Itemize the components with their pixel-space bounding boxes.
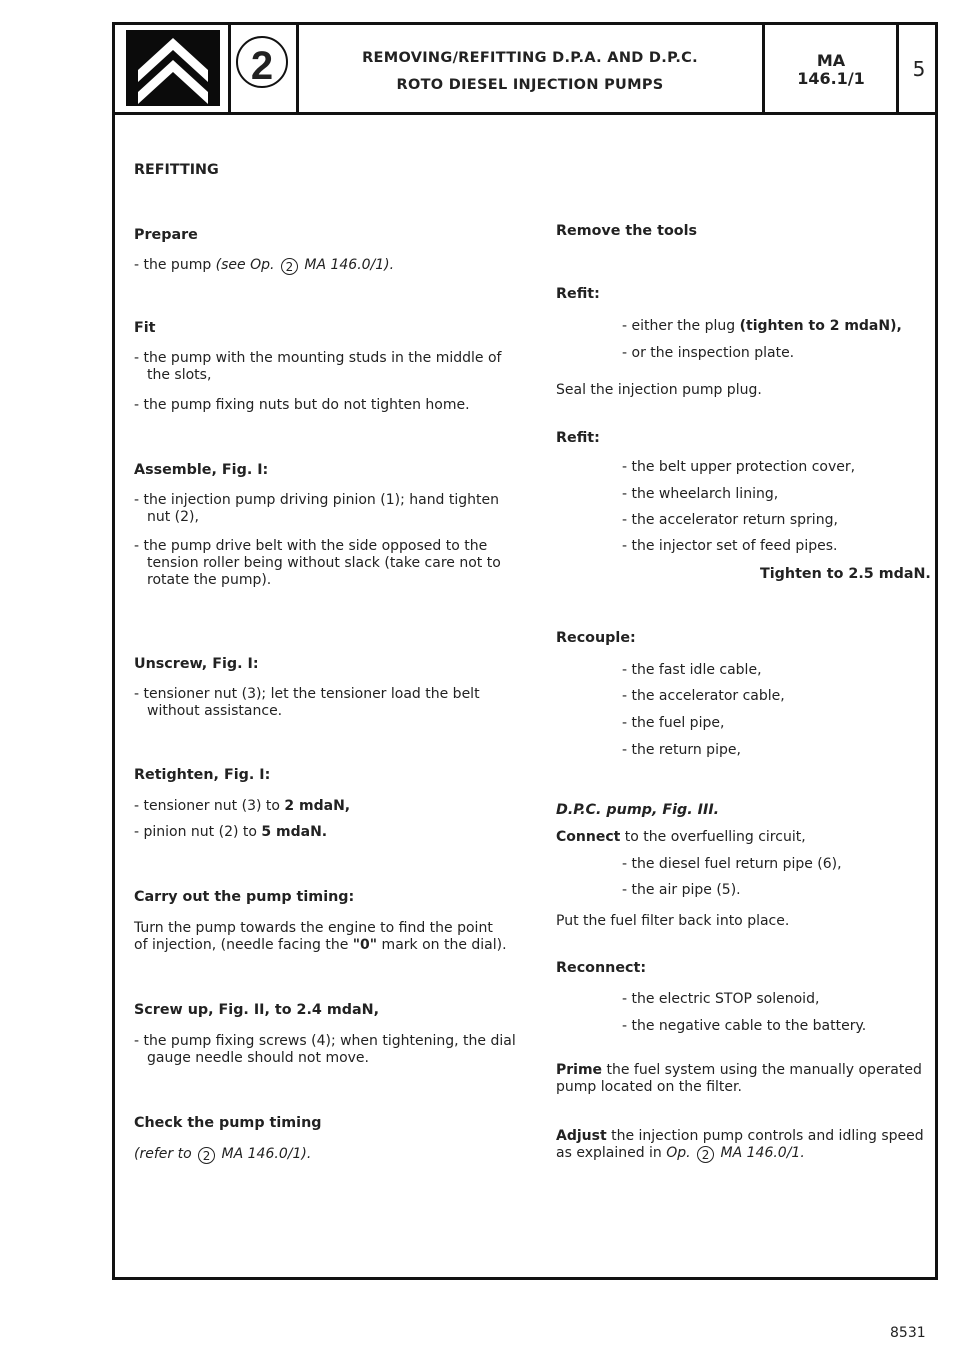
connect-line: Connect to the overfuelling circuit,: [556, 829, 806, 845]
recouple-line: - the fuel pipe,: [622, 715, 725, 731]
refit-line: - or the inspection plate.: [622, 345, 795, 361]
refit-line: - the injector set of feed pipes.: [622, 538, 838, 554]
screw-line: - the pump fixing screws (4); when tightening, the dial: [134, 1033, 516, 1049]
adjust-line: Adjust the injection pump controls and idling speed: [556, 1128, 924, 1144]
reconnect-line: - the electric STOP solenoid,: [622, 991, 820, 1007]
op-circle-icon: 2: [198, 1147, 215, 1164]
adjust-line: as explained in Op. 2 MA 146.0/1.: [556, 1145, 805, 1162]
remove-heading: Remove the tools: [556, 223, 697, 239]
unscrew-line: - tensioner nut (3); let the tensioner load the belt: [134, 686, 480, 702]
retighten-line: - tensioner nut (3) to 2 mdaN,: [134, 798, 351, 814]
op-circle-icon: 2: [281, 258, 298, 275]
assemble-line: rotate the pump).: [147, 572, 272, 588]
prepare-line: - the pump (see Op. 2 MA 146.0/1).: [134, 257, 395, 274]
screw-line: gauge needle should not move.: [147, 1050, 369, 1066]
connect-item: - the air pipe (5).: [622, 882, 741, 898]
dpc-heading: D.P.C. pump, Fig. III.: [556, 802, 720, 818]
page-frame: [112, 22, 938, 1280]
check-heading: Check the pump timing: [134, 1115, 322, 1131]
refit-line: - either the plug (tighten to 2 mdaN),: [622, 318, 902, 334]
unscrew-line: without assistance.: [147, 703, 283, 719]
unscrew-heading: Unscrew, Fig. I:: [134, 656, 259, 672]
retighten-heading: Retighten, Fig. I:: [134, 767, 271, 783]
assemble-line: nut (2),: [147, 509, 199, 525]
fit-line: the slots,: [147, 367, 212, 383]
refit-line: - the wheelarch lining,: [622, 486, 779, 502]
assemble-heading: Assemble, Fig. I:: [134, 462, 269, 478]
assemble-line: tension roller being without slack (take care not to: [147, 555, 501, 571]
section-title: REFITTING: [134, 162, 219, 178]
reconnect-line: - the negative cable to the battery.: [622, 1018, 867, 1034]
fit-heading: Fit: [134, 320, 156, 336]
chevron-logo-icon: [126, 30, 220, 106]
check-line: (refer to 2 MA 146.0/1).: [134, 1146, 312, 1163]
refit-heading: Refit:: [556, 430, 600, 446]
header-divider: [112, 112, 938, 115]
op-circle-icon: 2: [697, 1146, 714, 1163]
recouple-line: - the return pipe,: [622, 742, 741, 758]
recouple-line: - the fast idle cable,: [622, 662, 762, 678]
footer-page-code: 8531: [890, 1325, 926, 1341]
reconnect-heading: Reconnect:: [556, 960, 647, 976]
header-title-line2: ROTO DIESEL INJECTION PUMPS: [396, 77, 664, 93]
timing-line: of injection, (needle facing the "0" mark on the dial).: [134, 937, 507, 953]
operation-number: 2: [236, 36, 288, 88]
header-col-divider: [228, 22, 231, 115]
timing-heading: Carry out the pump timing:: [134, 889, 355, 905]
filter-line: Put the fuel filter back into place.: [556, 913, 790, 929]
fit-line: - the pump fixing nuts but do not tighten home.: [134, 397, 470, 413]
prime-line: Prime the fuel system using the manually operated: [556, 1062, 922, 1078]
header-col-divider: [762, 22, 765, 115]
assemble-line: - the injection pump driving pinion (1); hand tighten: [134, 492, 500, 508]
prepare-heading: Prepare: [134, 227, 198, 243]
prime-line: pump located on the filter.: [556, 1079, 742, 1095]
header-col-divider: [296, 22, 299, 115]
header-ref-line1: MA: [816, 51, 846, 70]
recouple-line: - the accelerator cable,: [622, 688, 785, 704]
timing-line: Turn the pump towards the engine to find the point: [134, 920, 493, 936]
header-title-line1: REMOVING/REFITTING D.P.A. AND D.P.C.: [362, 50, 698, 66]
retighten-line: - pinion nut (2) to 5 mdaN.: [134, 824, 328, 840]
seal-line: Seal the injection pump plug.: [556, 382, 762, 398]
refit-line: - the accelerator return spring,: [622, 512, 838, 528]
recouple-heading: Recouple:: [556, 630, 636, 646]
refit-line: - the belt upper protection cover,: [622, 459, 856, 475]
screw-heading: Screw up, Fig. II, to 2.4 mdaN,: [134, 1002, 379, 1018]
fit-line: - the pump with the mounting studs in the middle of: [134, 350, 502, 366]
refit-torque: Tighten to 2.5 mdaN.: [760, 566, 931, 582]
brand-logo: [126, 30, 220, 106]
header-ref-line2: 146.1/1: [797, 69, 865, 88]
refit-heading: Refit:: [556, 286, 600, 302]
header-col-divider: [896, 22, 899, 115]
connect-item: - the diesel fuel return pipe (6),: [622, 856, 842, 872]
header-page-number: 5: [912, 57, 926, 81]
assemble-line: - the pump drive belt with the side opposed to the: [134, 538, 488, 554]
